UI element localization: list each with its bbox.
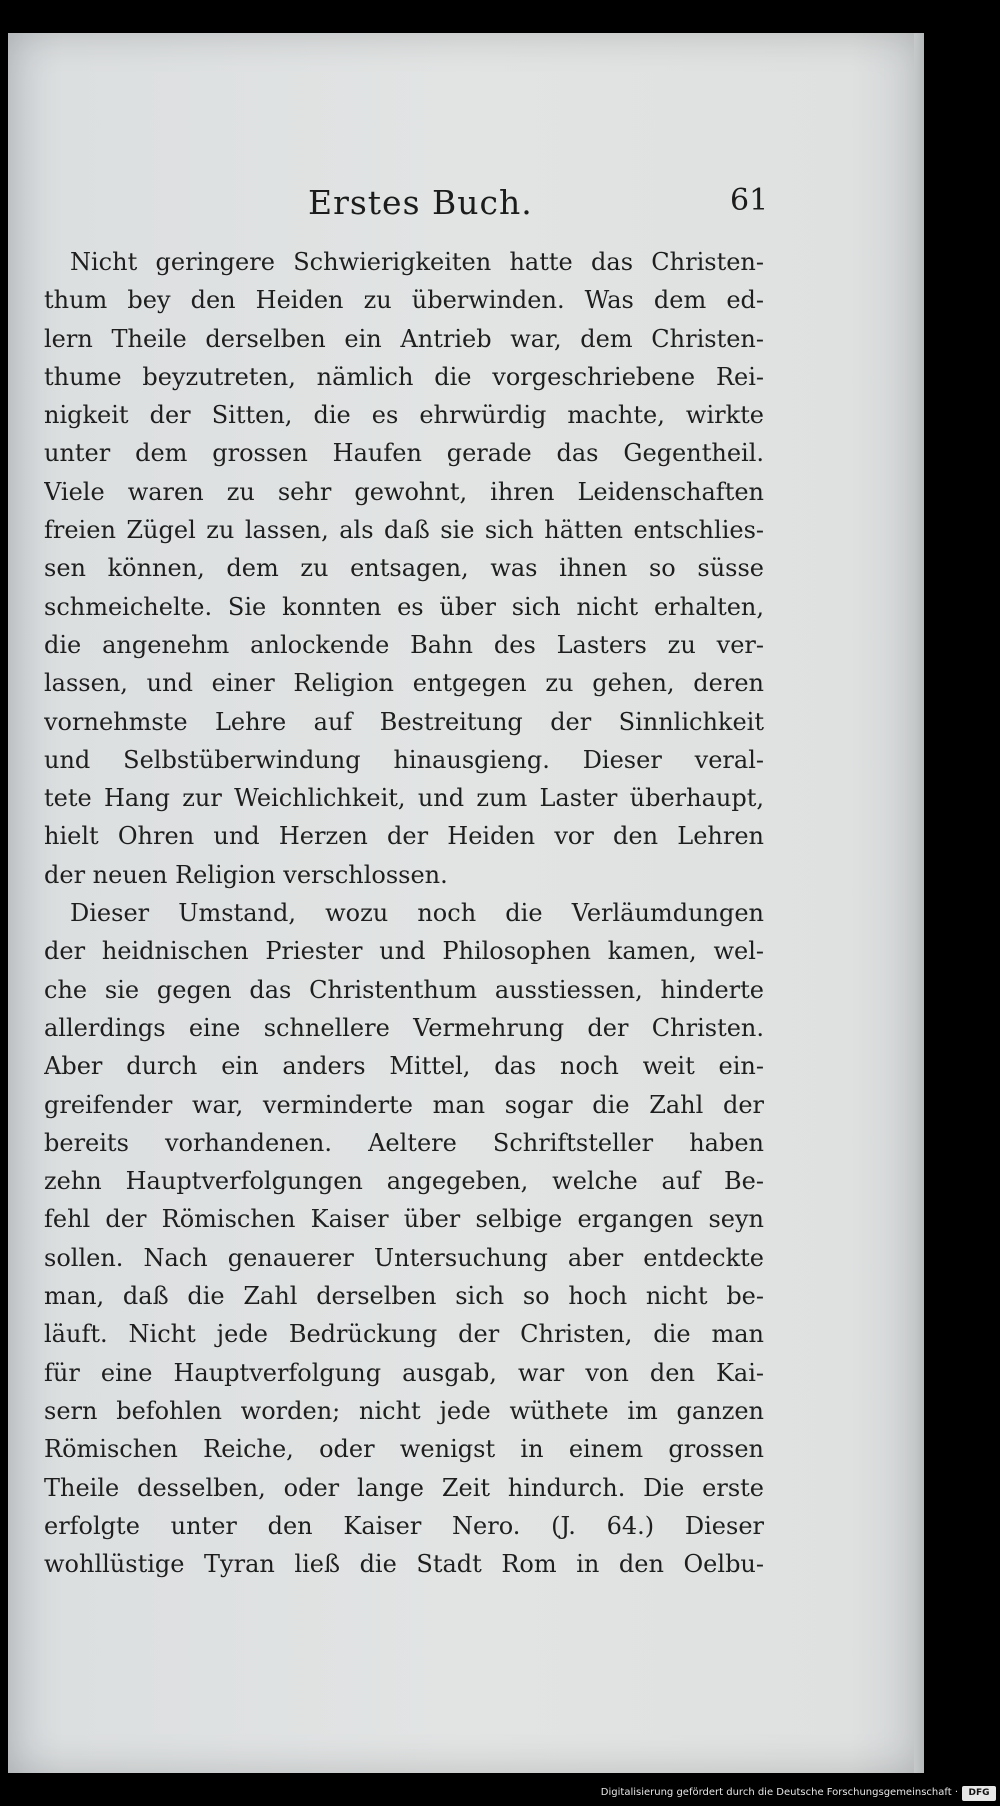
text-line: sern befohlen worden; nicht jede wüthete im ganzen: [44, 1396, 764, 1425]
text-line: greifender war, verminderte man sogar die Zahl der: [44, 1090, 764, 1119]
text-line: nigkeit der Sitten, die es ehrwürdig machte, wirkte: [44, 401, 764, 430]
text-line: Theile desselben, oder lange Zeit hindurch. Die erste: [44, 1473, 764, 1502]
dfg-logo: DFG: [962, 1786, 996, 1801]
book-page: [8, 33, 924, 1773]
digitization-credit: Digitalisierung gefördert durch die Deutsche Forschungsgemeinschaft ·: [600, 1787, 958, 1798]
text-line: für eine Hauptverfolgung ausgab, war von den Kai-: [44, 1358, 764, 1387]
text-line: hielt Ohren und Herzen der Heiden vor den Lehren: [44, 822, 764, 851]
text-line: schmeichelte. Sie konnten es über sich nicht erhalten,: [44, 592, 764, 621]
text-line: freien Zügel zu lassen, als daß sie sich hätten entschlies-: [44, 516, 764, 545]
text-line: che sie gegen das Christenthum ausstiessen, hinderte: [44, 975, 764, 1004]
text-line: lassen, und einer Religion entgegen zu gehen, deren: [44, 669, 764, 698]
text-line: vornehmste Lehre auf Bestreitung der Sinnlichkeit: [44, 707, 764, 736]
text-line: Viele waren zu sehr gewohnt, ihren Leidenschaften: [44, 477, 764, 506]
text-line: wohllüstige Tyran ließ die Stadt Rom in den Oelbu-: [44, 1550, 764, 1579]
text-line: unter dem grossen Haufen gerade das Gegentheil.: [44, 439, 764, 468]
text-line: bereits vorhandenen. Aeltere Schriftsteller haben: [44, 1128, 764, 1157]
text-line: zehn Hauptverfolgungen angegeben, welche auf Be-: [44, 1167, 764, 1196]
page-edge: [914, 33, 924, 1773]
text-line: lern Theile derselben ein Antrieb war, dem Christen-: [44, 324, 764, 353]
text-line: Dieser Umstand, wozu noch die Verläumdungen: [70, 899, 764, 928]
page-number: 61: [730, 183, 769, 218]
text-line: fehl der Römischen Kaiser über selbige ergangen seyn: [44, 1205, 764, 1234]
text-line: der heidnischen Priester und Philosophen kamen, wel-: [44, 937, 764, 966]
footer-bar: [0, 1783, 1000, 1806]
text-line: sollen. Nach genauerer Untersuchung aber entdeckte: [44, 1243, 764, 1272]
text-line: allerdings eine schnellere Vermehrung der Christen.: [44, 1013, 764, 1042]
text-line: Nicht geringere Schwierigkeiten hatte das Christen-: [70, 248, 764, 276]
text-line: thum bey den Heiden zu überwinden. Was dem ed-: [44, 286, 764, 315]
text-line: der neuen Religion verschlossen.: [44, 860, 448, 889]
body-text: [44, 243, 764, 1583]
text-line: die angenehm anlockende Bahn des Lasters zu ver-: [44, 630, 764, 659]
text-line: thume beyzutreten, nämlich die vorgeschriebene Rei-: [44, 362, 764, 391]
text-line: man, daß die Zahl derselben sich so hoch nicht be-: [44, 1282, 764, 1311]
running-head: Erstes Buch.: [308, 183, 533, 222]
text-line: erfolgte unter den Kaiser Nero. (J. 64.) Dieser: [44, 1511, 764, 1540]
text-line: sen können, dem zu entsagen, was ihnen so süsse: [44, 554, 764, 583]
text-line: Römischen Reiche, oder wenigst in einem grossen: [44, 1435, 764, 1464]
text-line: tete Hang zur Weichlichkeit, und zum Laster überhaupt,: [44, 784, 764, 813]
text-line: läuft. Nicht jede Bedrückung der Christen, die man: [44, 1320, 764, 1349]
page-header: [8, 183, 924, 233]
text-line: und Selbstüberwindung hinausgieng. Dieser veral-: [44, 745, 764, 774]
text-line: Aber durch ein anders Mittel, das noch weit ein-: [44, 1052, 764, 1081]
